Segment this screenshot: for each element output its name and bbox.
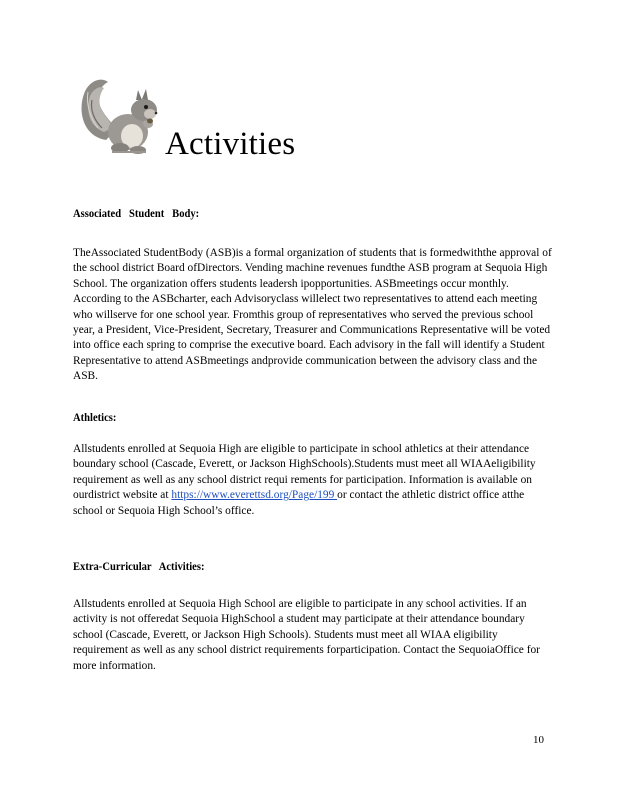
district-website-link[interactable]: https://www.everettsd.org/Page/199 bbox=[171, 489, 338, 502]
section-body-asb: TheAssociated StudentBody (ASB)is a formal organization of students that is formedwiththe approval of the school district Board ofDirectors. Vending machine revenues fundthe ASB program at Sequoia High School. The organization offers students leadersh ipopportunities. ASBmeetings occur monthly. According to the ASBcharter, each Advisoryclass willelect two representatives to attend each meeting who willserve for one school year. Fromthis group of representatives who served the previous school year, a President, Vice-President, Secretary, Treasurer and Communications Representative will be voted into office each spring to comprise the executive board. Each advisory in the fall will identify a Student Representative to attend ASBmeetings andprovide communication between the advisory class and the ASB. bbox=[73, 247, 552, 383]
squirrel-icon bbox=[76, 70, 168, 160]
page-number: 10 bbox=[533, 734, 544, 746]
section-body-athletics bbox=[73, 442, 553, 519]
section-athletics bbox=[73, 410, 553, 519]
section-extracurricular bbox=[73, 559, 553, 674]
section-heading-athletics: Athletics: bbox=[73, 410, 117, 424]
section-asb bbox=[73, 206, 553, 385]
section-heading-asb: Associated Student Body: bbox=[73, 206, 200, 220]
athletics-text-after-link: or contact the athletic district office atthe school or Sequoia High School’s office. bbox=[73, 489, 525, 517]
page-title: Activities bbox=[165, 126, 296, 162]
section-heading-extracurricular: Extra-Curricular Activities: bbox=[73, 559, 205, 573]
section-body-extracurricular: Allstudents enrolled at Sequoia High School are eligible to participate in any school activities. If an activity is not offeredat Sequoia HighSchool a student may participate at their attendance boundary school (Cascade, Everett, or Jackson High Schools). Students must meet all WIAA eligibility requirement as well as any school district requirements forparticipation. Contact the SequoiaOffice for more information. bbox=[73, 598, 540, 672]
athletics-text-before-link: Allstudents enrolled at Sequoia High are eligible to participate in school athletics at their attendance boundary school (Cascade, Everett, or Jackson HighSchools).Students must meet all WIAAeligibility requirement as well as any school district requi rements for participation. Information is available on ourdistrict website at bbox=[73, 443, 536, 502]
